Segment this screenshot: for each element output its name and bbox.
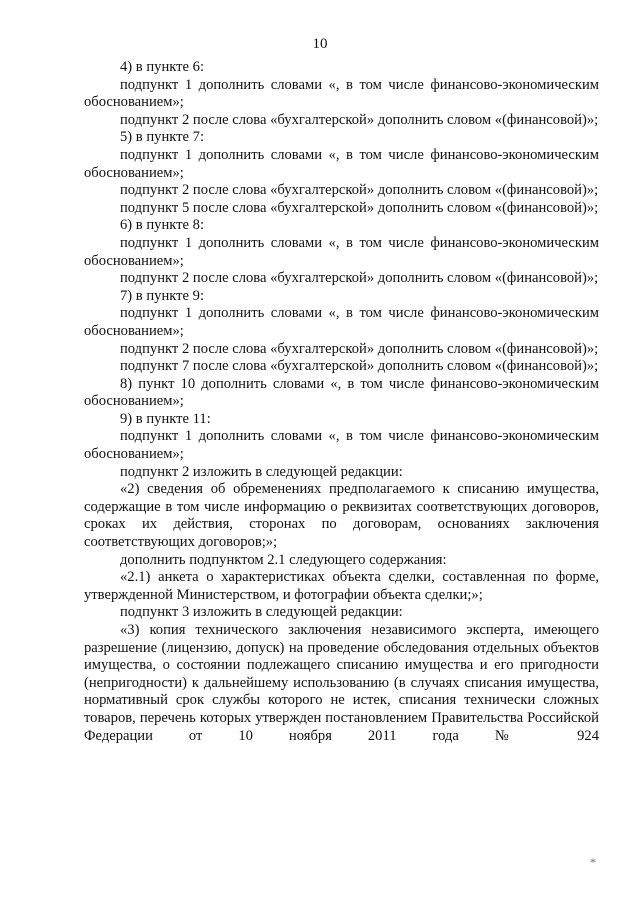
paragraph: подпункт 2 после слова «бухгалтерской» дополнить словом «(финансовой)»; [120,270,599,287]
paragraph: «2) сведения об обременениях предполагаемого к списанию имущества, содержащие в том числе информацию о реквизитах соответствующих договоров, сроках их действия, сторонах по договорам, основаниях заключения соответствующих договоров;»; [84,481,599,551]
paragraph: подпункт 1 дополнить словами «, в том числе финансово-экономическим обоснованием»; [84,428,599,463]
paragraph: дополнить подпунктом 2.1 следующего содержания: [120,551,447,568]
paragraph: подпункт 1 дополнить словами «, в том числе финансово-экономическим обоснованием»; [84,76,599,111]
paragraph: «2.1) анкета о характеристиках объекта сделки, составленная по форме, утвержденной Министерством, и фотографии объекта сделки;»; [84,569,599,603]
paragraph: 8) пункт 10 дополнить словами «, в том числе финансово-экономическим обоснованием»; [84,375,599,410]
paragraph: подпункт 1 дополнить словами «, в том числе финансово-экономическим обоснованием»; [84,146,599,181]
paragraph: подпункт 5 после слова «бухгалтерской» дополнить словом «(финансовой)»; [120,199,599,216]
paragraph: подпункт 2 после слова «бухгалтерской» дополнить словом «(финансовой)»; [120,340,599,357]
paragraph: 6) в пункте 8: [120,217,205,234]
paragraph: 5) в пункте 7: [120,129,205,146]
paragraph: подпункт 2 после слова «бухгалтерской» дополнить словом «(финансовой)»; [120,182,599,199]
paragraph: подпункт 2 изложить в следующей редакции: [120,463,403,480]
paragraph: подпункт 3 изложить в следующей редакции: [120,604,403,621]
paragraph: подпункт 1 дополнить словами «, в том числе финансово-экономическим обоснованием»; [84,234,599,269]
margin-mark: * [590,855,596,869]
page-number: 10 [312,36,328,52]
paragraph: 9) в пункте 11: [120,410,211,427]
document-body [84,59,599,745]
paragraph: 4) в пункте 6: [120,59,205,75]
paragraph: 7) в пункте 9: [120,287,205,304]
paragraph: подпункт 7 после слова «бухгалтерской» дополнить словом «(финансовой)»; [120,358,599,375]
paragraph: «3) копия технического заключения независимого эксперта, имеющего разрешение (лицензию, допуск) на проведение обследования отдельных объектов имущества, о состоянии подлежащего списанию имущества и его пригодности (непригодности) к дальнейшему использованию (в случаях списания имущества, нормативный срок службы которого не истек, списания технически сложных товаров, перечень которых утвержден постановлением Правительства Российской Федерации от 10 ноября 2011 года № 924 [84,622,599,744]
paragraph: подпункт 2 после слова «бухгалтерской» дополнить словом «(финансовой)»; [120,111,599,128]
paragraph: подпункт 1 дополнить словами «, в том числе финансово-экономическим обоснованием»; [84,305,599,339]
